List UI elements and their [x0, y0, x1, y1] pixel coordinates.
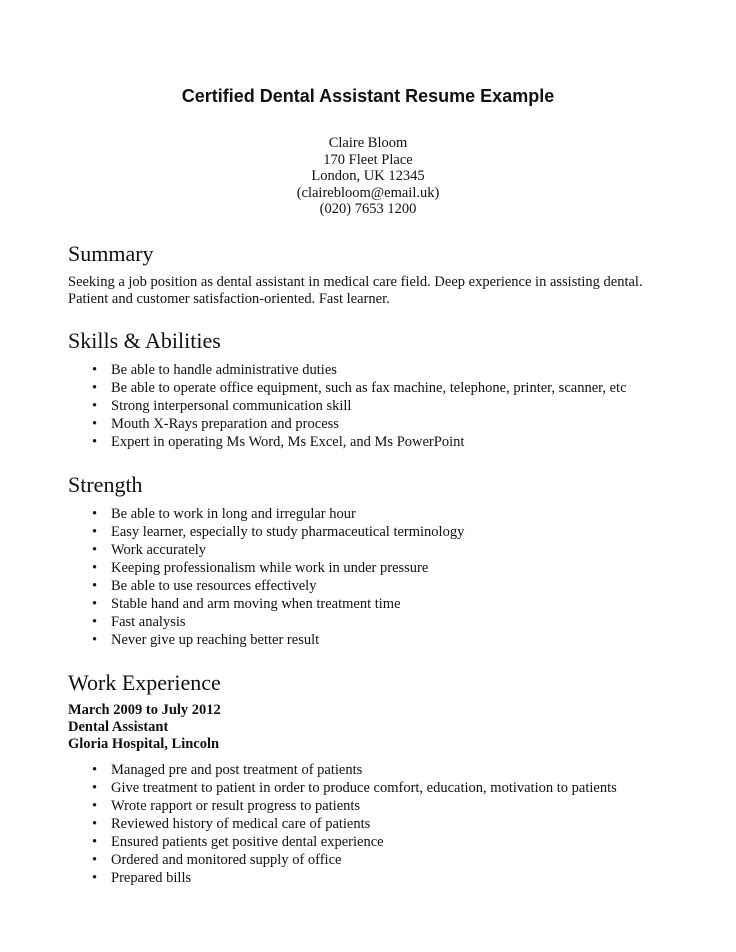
summary-line: Patient and customer satisfaction-oriented. Fast learner.: [68, 291, 390, 307]
bullet-icon: •: [92, 852, 98, 868]
list-item-text: Wrote rapport or result progress to patients: [111, 798, 361, 814]
skills-list: [92, 361, 627, 451]
list-item: [92, 869, 617, 887]
contact-phone: (020) 7653 1200: [319, 201, 417, 218]
list-item: [92, 797, 617, 815]
strength-list: [92, 505, 464, 649]
list-item-text: Stable hand and arm moving when treatment time: [111, 596, 401, 612]
list-item: [92, 505, 464, 523]
list-item-text: Strong interpersonal communication skill: [111, 398, 352, 414]
list-item-text: Be able to work in long and irregular hour: [111, 506, 356, 522]
list-item: [92, 433, 627, 451]
bullet-icon: •: [92, 542, 98, 558]
list-item: [92, 559, 464, 577]
job-employer: Gloria Hospital, Lincoln: [68, 736, 220, 752]
bullet-icon: •: [92, 816, 98, 832]
list-item-text: Never give up reaching better result: [111, 632, 320, 648]
work-duties-list: [92, 761, 617, 887]
list-item: [92, 833, 617, 851]
list-item: [92, 577, 464, 595]
bullet-icon: •: [92, 596, 98, 612]
bullet-icon: •: [92, 434, 98, 450]
bullet-icon: •: [92, 506, 98, 522]
list-item: [92, 815, 617, 833]
skills-heading: Skills & Abilities: [68, 328, 221, 353]
list-item-text: Reviewed history of medical care of patients: [111, 816, 371, 832]
bullet-icon: •: [92, 834, 98, 850]
summary-heading: Summary: [68, 241, 154, 266]
bullet-icon: •: [92, 416, 98, 432]
list-item: [92, 595, 464, 613]
strength-heading: Strength: [68, 472, 143, 497]
bullet-icon: •: [92, 614, 98, 630]
bullet-icon: •: [92, 870, 98, 886]
job-period: March 2009 to July 2012: [68, 702, 221, 718]
document-title: Certified Dental Assistant Resume Example: [181, 86, 555, 106]
bullet-icon: •: [92, 762, 98, 778]
list-item-text: Mouth X-Rays preparation and process: [111, 416, 339, 432]
list-item-text: Give treatment to patient in order to produce comfort, education, motivation to patients: [111, 780, 617, 796]
list-item: [92, 779, 617, 797]
list-item-text: Fast analysis: [111, 614, 186, 630]
contact-email: (clairebloom@email.uk): [296, 184, 440, 201]
list-item: [92, 361, 627, 379]
bullet-icon: •: [92, 524, 98, 540]
list-item: [92, 631, 464, 649]
job-header: [68, 702, 221, 753]
list-item: [92, 851, 617, 869]
bullet-icon: •: [92, 380, 98, 396]
summary-text: [68, 274, 668, 308]
job-position: Dental Assistant: [68, 719, 169, 735]
list-item: [92, 761, 617, 779]
list-item-text: Easy learner, especially to study pharmaceutical terminology: [111, 524, 465, 540]
list-item: [92, 397, 627, 415]
contact-block: [0, 135, 736, 218]
list-item-text: Ensured patients get positive dental experience: [111, 834, 384, 850]
list-item-text: Be able to use resources effectively: [111, 578, 317, 594]
bullet-icon: •: [92, 632, 98, 648]
list-item-text: Prepared bills: [111, 870, 192, 886]
list-item-text: Work accurately: [111, 542, 207, 558]
list-item-text: Be able to handle administrative duties: [111, 362, 337, 378]
bullet-icon: •: [92, 798, 98, 814]
list-item-text: Ordered and monitored supply of office: [111, 852, 342, 868]
list-item-text: Keeping professionalism while work in under pressure: [111, 560, 429, 576]
list-item: [92, 613, 464, 631]
list-item-text: Be able to operate office equipment, such as fax machine, telephone, printer, scanner, etc: [111, 380, 627, 396]
bullet-icon: •: [92, 780, 98, 796]
summary-line: Seeking a job position as dental assistant in medical care field. Deep experience in assisting dental.: [68, 274, 643, 290]
bullet-icon: •: [92, 578, 98, 594]
list-item: [92, 541, 464, 559]
bullet-icon: •: [92, 398, 98, 414]
bullet-icon: •: [92, 362, 98, 378]
contact-address: 170 Fleet Place: [323, 151, 413, 168]
list-item: [92, 379, 627, 397]
list-item-text: Expert in operating Ms Word, Ms Excel, and Ms PowerPoint: [111, 434, 465, 450]
list-item-text: Managed pre and post treatment of patients: [111, 762, 363, 778]
work-heading: Work Experience: [68, 670, 221, 695]
contact-city: London, UK 12345: [311, 168, 425, 185]
contact-name: Claire Bloom: [328, 135, 408, 151]
list-item: [92, 523, 464, 541]
bullet-icon: •: [92, 560, 98, 576]
list-item: [92, 415, 627, 433]
